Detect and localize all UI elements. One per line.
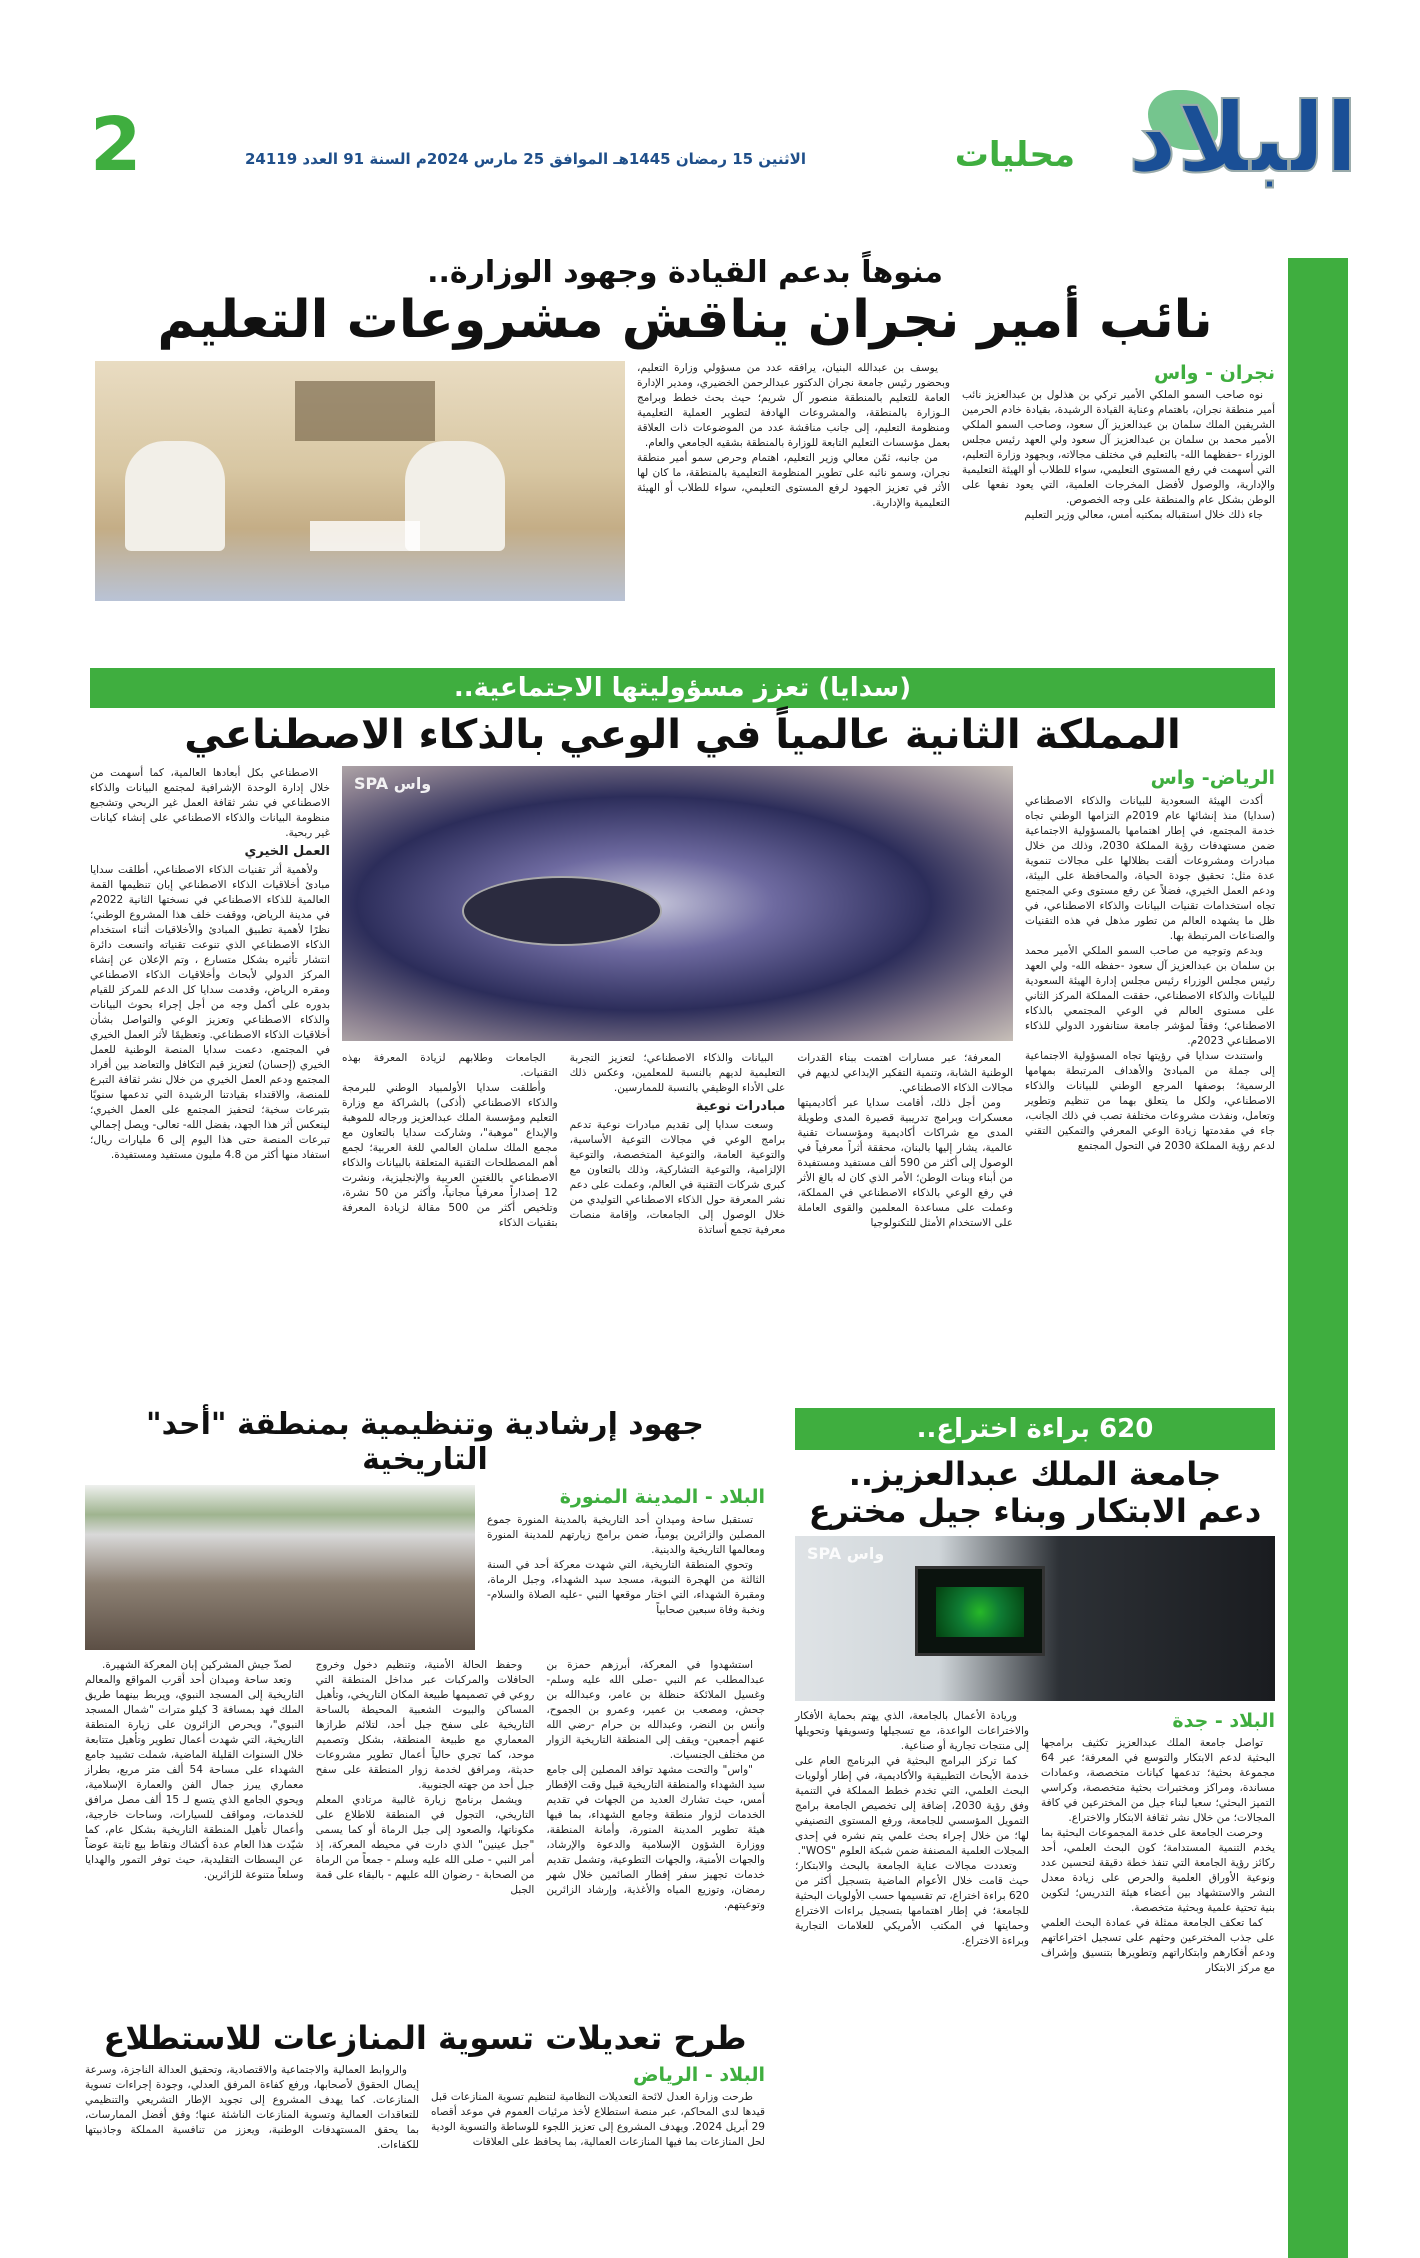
paragraph: الاصطناعي بكل أبعادها العالمية، كما أسهمت من خلال إدارة الوحدة الإشرافية لمجتمع البيانات والذكاء الاصطناعي في نشر ثقافة العمل غير الربحي وتشجيع منظومة البيانات والذكاء الاصطناعي على إنشاء كيانات غير ربحية. [90, 767, 330, 839]
paragraph: ولأهمية أثر تقنيات الذكاء الاصطناعي، أطلقت سدايا مبادئ أخلاقيات الذكاء الاصطناعي إبان تنظيمها القمة العالمية للذكاء الاصطناعي في نسختها الثانية 2022م في مدينة الرياض، ووقفت خلف هذا المشروع الوطني؛ نظرًا لأهمية تطبيق المبادئ والأخلاقيات أثناء استخدام الذكاء الاصطناعي الذي تنوعت تقنياته واتسعت دائرة انتشار تأثيره بشكل متسارع ، وتم الإعلان عن إنشاء المركز الدولي لأبحاث وأخلاقيات الذكاء الاصطناعي ومقره الرياض، وقدمت سدايا كل الدعم للمركز للقيام بدوره على أكمل وجه من أجل إجراء بحوث البيانات والذكاء الاصطناعي وتعزيز الوعي والتواصل بشأن أخلاقيات الذكاء الاصطناعي. وتعظيمًا لأثر العمل الخيري في المجتمع، دعمت سدايا المنصة الوطنية للعمل الخيري (إحسان) لتعزيز قيم التكافل والتعاضد بين أفراد المجتمع ودعم العمل الخيري من خلال نشر ثقافة التبرع للمنصة، والاقتداء بقيادتنا الرشيدة التي تدعمها سنويًا بتبرعات سخية؛ لتحفيز المجتمع على العمل الخيري؛ لينعكس أثر هذا الجهد، بفضل الله- تعالى- ويصل إجمالي تبرعات المنصة حتى هذا اليوم إلى 6 مليارات ريال؛ استفاد منها أكثر من 4.8 مليون مستفيد ومستفيدة. [90, 864, 330, 1161]
article4-column-1 [1041, 1709, 1275, 1977]
paragraph: كما تركز البرامج البحثية في البرنامج العام على خدمة الأبحاث التطبيقية والأكاديمية، في إطار أولويات البحث العلمي، التي تخدم خطط المملكة في التنمية وفق رؤية 2030، إضافة إلى تخصيص الجامعة برامج التمويل المؤسسي للجامعة، ورفع المستوى التصنيفي لها؛ من خلال إجراء بحث علمي يتم نشره في إحدى المجلات العلمية المصنفة ضمن شبكة العلوم "WOS". [795, 1754, 1029, 1857]
article2-column-b [570, 1051, 786, 1238]
paragraph: طرحت وزارة العدل لائحة التعديلات النظامية لتنظيم تسوية المنازعات قبل قيدها لدى المحاكم، عبر منصة استطلاع لأخذ مرئيات العموم في موعد أقصاه 29 أبريل 2024. ويهدف المشروع إلى تعزيز اللجوء للوساطة والتسوية الودية لحل المنازعات بما فيها المنازعات العمالية، بما يحافظ على العلاقات [431, 2091, 765, 2149]
article2-column-right [1025, 766, 1275, 1154]
article5-column-2 [85, 2063, 419, 2153]
article1-byline: نجران - واس [1153, 361, 1275, 384]
date-line: الاثنين 15 رمضان 1445هـ الموافق 25 مارس 2024م السنة 91 العدد 24119 [245, 150, 806, 168]
paragraph: تستقبل ساحة وميدان أحد التاريخية بالمدينة المنورة جموع المصلين والزائرين يومياً، ضمن برامج زيارتهم للمدينة المنورة ومعالمها التاريخية والدينية. [487, 1513, 765, 1556]
paragraph: كما تعكف الجامعة ممثلة في عمادة البحث العلمي على جذب المخترعين وحثهم على تسجيل اختراعاتهم ودعم أفكارهم وابتكاراتهم وتطويرها بتنسيق وإشراف مع مركز الابتكار [1041, 1917, 1275, 1975]
article1-column-1 [962, 361, 1275, 524]
paragraph: جاء ذلك خلال استقباله بمكتبه أمس، معالي وزير التعليم [1024, 509, 1263, 522]
paragraph: نوه صاحب السمو الملكي الأمير تركي بن هذلول بن عبدالعزيز نائب أمير منطقة نجران، باهتمام وعناية القيادة الرشيدة، بقيادة خادم الحرمين الشريفين الملك سلمان بن عبدالعزيز آل سعود، وصاحب السمو الملكي الأمير محمد بن سلمان بن عبدالعزيز آل سعود ولي العهد رئيس مجلس الوزراء -حفظهما الله- بالتعليم في مختلف مجالاته، وبجهود وزارة التعليم، التي أسهمت في رفع المستوى التعليمي، سواء للطلاب أو الهيئة التعليمية والإدارية، والوصول لأفضل المخرجات العلمية، التي يعود نفعها على الوطن بشكل عام والمنطقة على وجه الخصوص. [962, 389, 1275, 507]
paragraph: استشهدوا في المعركة، أبرزهم حمزة بن عبدالمطلب عم النبي -صلى الله عليه وسلم- وغسيل الملائكة حنظلة بن عامر، وعبدالله بن جحش، ومصعب بن عمير، وعمرو بن الجموح، وأنس بن النضر، وعبدالله بن حرام -رضي الله عنهم أجمعين- ويقف إلى المنطقة التاريخية الزوار من مختلف الجنسيات. [546, 1659, 765, 1761]
paragraph: وتعددت مجالات عناية الجامعة بالبحث والابتكار؛ حيث قامت خلال الأعوام الماضية بتسجيل أكثر من 620 براءة اختراع، تم تقسيمها حسب الأولويات البحثية للجامعة؛ في إطار اهتمامها بتسجيل براءات الاختراع وحمايتها في المكتب الأمريكي للعلامات التجارية وبراءة الاختراع. [794, 1859, 1029, 1947]
article3 [85, 1408, 765, 2013]
paragraph: أكدت الهيئة السعودية للبيانات والذكاء الاصطناعي (سدايا) منذ إنشائها عام 2019م التزامها الوطني تجاه خدمة المجتمع، في إطار اهتمامها بالمسؤولية الاجتماعية ضمن مستهدفات رؤية المملكة 2030، وذلك من خلال مبادرات ومشروعات ألقت بظلالها على مجالات تنموية عدة مثل: تحقيق جودة الحياة، والمحافظة على البيئة، ودعم العمل الخيري، فضلاً عن رفع مستوى وعي المجتمع تجاه استخدامات تقنيات البيانات والذكاء الاصطناعي، في ظل ما يشهده العالم من تطور مذهل في هذه التقنيات والصناعات المرتبطة بها. [1025, 794, 1275, 942]
headline-line: دعم الابتكار وبناء جيل مخترع [808, 1491, 1262, 1530]
article4-kicker-band: 620 براءة اختراع.. [795, 1408, 1275, 1450]
article2-headline: المملكة الثانية عالمياً في الوعي بالذكاء الاصطناعي [184, 712, 1181, 758]
paragraph: والروابط العمالية والاجتماعية والاقتصادية، وتحقيق العدالة الناجزة، وسرعة إيصال الحقوق لأصحابها، ورفع كفاءة المرفق العدلي، وجودة إجراءات تسوية المنازعات. كما يهدف المشروع إلى تجويد الإطار التشريعي والتنظيمي للتعاقدات العمالية وتسوية المنازعات الناشئة عنها؛ وفق أفضل الممارسات، بما يحقق المستهدفات الوطنية، ويعزز من تنافسية المملكة وجاذبيتها للكفاءات. [85, 2063, 419, 2151]
article1 [95, 255, 1275, 660]
paragraph: وبدعم وتوجيه من صاحب السمو الملكي الأمير محمد بن سلمان بن عبدالعزيز آل سعود -حفظه الله- ولي العهد رئيس مجلس الوزراء رئيس مجلس إدارة الهيئة السعودية للبيانات والذكاء الاصطناعي، حققت المملكة المركز الثاني على مستوى العالم في الوعي المجتمعي بالذكاء الاصطناعي؛ وفقاً لمؤشر جامعة ستانفورد الدولي للذكاء الاصطناعي 2023م. [1025, 944, 1275, 1047]
article4-photo-researcher [795, 1536, 1275, 1701]
article3-byline: البلاد - المدينة المنورة [559, 1486, 765, 1508]
logo-text: البلاد [1127, 82, 1358, 194]
article4-column-2 [795, 1709, 1029, 1949]
article3-intro [487, 1485, 765, 1618]
article2-byline: الرياض- واس [1150, 767, 1275, 789]
paragraph: وتحوي المنطقة التاريخية، التي شهدت معركة أحد في السنة الثالثة من الهجرة النبوية، مسجد سيد الشهداء، وجبل الرماة، ومقبرة الشهداء، التي اختار موقعها النبي -عليه الصلاة والسلام- ونخبة وفاة سبعين صحابياً [487, 1558, 765, 1616]
paragraph: وأطلقت سدايا الأولمبياد الوطني للبرمجة والذكاء الاصطناعي (أذكى) بالشراكة مع وزارة التعليم ومؤسسة الملك عبدالعزيز ورجاله للموهبة والإبداع "موهبة"، وشاركت سدايا بالتعاون مع مجمع الملك سلمان العالمي للغة العربية؛ لجمع أهم المصطلحات التقنية المتعلقة بالبيانات والذكاء الاصطناعي باللغتين العربية والإنجليزية، ونشرت 12 إصداراً معرفياً مجانياً، وأكثر من 50 نشرة، وتلخيص أكثر من 500 مقالة لزيادة المعرفة بتقنيات الذكاء [341, 1082, 558, 1229]
article2 [90, 668, 1275, 1403]
article1-column-2 [637, 361, 950, 511]
subheading: العمل الخيري [244, 844, 330, 859]
article3-headline: جهود إرشادية وتنظيمية بمنطقة "أحد" التاريخية [146, 1407, 704, 1477]
article3-column-2 [316, 1658, 535, 1898]
paragraph: الجامعات وطلابهم لزيادة المعرفة بهذه التقنيات. [341, 1052, 558, 1079]
paragraph: "واس" والتحت مشهد توافد المصلين إلى جامع سيد الشهداء والمنطقة التاريخية قبيل وقت الإفطار أمس، حيث تشارك العديد من الجهات في تقديم الخدمات لزوار منطقة وجامع الشهداء، بما فيها هيئة تطوير المدينة المنورة، وأمانة المنطقة، ووزارة الشؤون الإسلامية والدعوة والإرشاد، والجهات الأمنية، والجهات التطوعية، وتشمل تقديم خدمات تجهيز سفر إفطار الصائمين خلال شهر رمضان، وتوزيع المياه والأغذية، وإرشاد الزائرين وتوعيتهم. [546, 1764, 765, 1911]
article1-photo [95, 361, 625, 601]
article3-photo-crowd [85, 1485, 475, 1650]
article2-column-c [342, 1051, 558, 1231]
article4-byline: البلاد - جدة [1172, 1709, 1275, 1732]
article2-column-left [90, 766, 330, 1163]
article3-column-3 [85, 1658, 304, 1883]
article1-headline: نائب أمير نجران يناقش مشروعات التعليم [157, 290, 1213, 350]
section-title: محليات [954, 135, 1075, 175]
headline-line: جامعة الملك عبدالعزيز.. [848, 1455, 1222, 1493]
paragraph: لصدّ جيش المشركين إبان المعركة الشهيرة. [102, 1659, 292, 1671]
paragraph: وحفظ الحالة الأمنية، وتنظيم دخول وخروج الحافلات والمركبات عبر مداخل المنطقة التي روعي في تصميمها طبيعة المكان التاريخي، وتأهيل المساكن والبيوت الشعبية المحيطة بالساحة التاريخية على سفح جبل أحد، لتلائم طرازها المعماري مع طبيعة المنطقة، بشكل وتصميم موحد، كما تجري حالياً أعمال تطوير مشروعات حديثة، ومرافق لخدمة زوار المنطقة على سفح جبل أحد من جهته الجنوبية. [315, 1659, 535, 1791]
page-number: 2 [90, 102, 142, 188]
paragraph: يوسف بن عبدالله البنيان، يرافقه عدد من مسؤولي وزارة التعليم، وبحضور رئيس جامعة نجران الدكتور عبدالرحمن الخضيري، ومدير الإدارة العامة للتعليم بالمنطقة منصور آل شريم؛ حيث بحث خطط وبرامج الـوزارة بالمنطقة، والمشروعات الهادفة لتطوير العملية التعليمية ومنظومة التعليم، إلى جانب مناقشة عدد من الموضوعات ذات العلاقة بعمل مؤسسات التعليم التابعة للوزارة بالمنطقة بشقيه الجامعي والعام. [637, 361, 950, 449]
article2-column-a [797, 1051, 1013, 1231]
paragraph: ومن أجل ذلك، أقامت سدايا عبر أكاديميتها معسكرات وبرامج تدريبية قصيرة المدى وطويلة المدى مع شراكات أكاديمية ومؤسسات تقنية عالمية، يشار إليها بالبنان، محققة أثراً معرفياً في الوصول إلى أكثر من 590 ألف مستفيد ومستفيدة من أبناء وبنات الوطن؛ الأمر الذي كان له بالغ الأثر في رفع الوعي بالذكاء الاصطناعي في المملكة، وعملت على مساعدة المعلمين والقوى العاملة على الاستخدام الأمثل للتكنولوجيا [797, 1097, 1013, 1229]
spa-watermark: واس SPA [807, 1543, 885, 1563]
green-side-bar [1288, 258, 1348, 2258]
article3-column-1 [546, 1658, 765, 1913]
article2-kicker-band: (سدايا) تعزز مسؤوليتها الاجتماعية.. [90, 668, 1275, 708]
article4 [795, 1408, 1275, 2243]
paragraph: وتعد ساحة وميدان أحد أقرب المواقع والمعالم التاريخية إلى المسجد النبوي، ويربط بينهما طريق الملك فهد بمسافة 3 كيلو مترات "شمال المسجد النبوي"، ويحرص الزائرون على زيارة المنطقة التاريخية، التي شهدت أعمال تطوير وتأهيل متتابعة خلال السنوات القليلة الماضية، شملت تشييد جامع الشهداء على مساحة 54 ألف متر مربع، بطراز معماري يبرز جمال الفن والعمارة الإسلامية، ويحوي الجامع الذي يتسع لـ 15 ألف مصل مرافق للخدمات، ومواقف للسيارات، وساحات خارجية، وأعمال تأهيل المنطقة التاريخية بشكل عام، كما شيّدت هذا العام عدة أكشاك ونقاط بيع ثابتة عوضاً عن البسطات التقليدية، حيث توفر التمور والهدايا وسلعاً متنوعة للزائرين. [84, 1674, 304, 1881]
article4-headline [795, 1456, 1275, 1530]
paragraph: المعرفة؛ عبر مسارات اهتمت ببناء القدرات الوطنية الشابة، وتنمية التفكير الإبداعي لديهم في مجالات الذكاء الاصطناعي. [797, 1052, 1013, 1094]
article5-column-1 [431, 2063, 765, 2151]
subheading: مبادرات نوعية [695, 1099, 786, 1114]
article5-headline: طرح تعديلات تسوية المنازعات للاستطلاع [103, 2019, 747, 2057]
spa-watermark: واس SPA [354, 774, 432, 793]
paragraph: تواصل جامعة الملك عبدالعزيز تكثيف برامجها البحثية لدعم الابتكار والتوسع في المعرفة؛ عبر 64 مجموعة بحثية؛ تدعمها كيانات متخصصة، وعمادات مساندة، ومراكز ومختبرات بحثية متخصصة، وكراسي التميز البحثي؛ سعيا لبناء جيل من المخترعين في كافة المجالات؛ من خلال نشر ثقافة الابتكار والاختراع. [1041, 1737, 1275, 1825]
newspaper-logo [1088, 82, 1358, 210]
paragraph: البيانات والذكاء الاصطناعي؛ لتعزيز التجربة التعليمية لديهم بالنسبة للمعلمين، وعكس ذلك على الأداء الوظيفي بالنسبة للممارسين. [569, 1052, 786, 1094]
article5 [85, 2020, 765, 2248]
paragraph: من جانبه، ثمّن معالي وزير التعليم، اهتمام وحرص سمو أمير منطقة نجران، وسمو نائبه على تطوير المنظومة التعليمية بالمنطقة، ما كان لها الأثر في تعزيز الجهود لرفع المستوى التعليمي، سواء للطلاب أو الهيئة التعليمية والإدارية. [637, 451, 950, 509]
article2-photo-conference-hall [342, 766, 1013, 1041]
paragraph: وسعت سدايا إلى تقديم مبادرات نوعية تدعم برامج الوعي في مجالات التوعية الأساسية، والتوعية العامة، والتوعية المتخصصة، والتوعية الإلزامية، والتوعية التشاركية، وذلك بالتعاون مع كبرى شركات التقنية في العالم، وعملت على دعم نشر المعرفة حول الذكاء الاصطناعي التوليدي من خلال الوصول إلى الجامعات، وإقامة منصات معرفية تجمع أساتذة [569, 1119, 786, 1236]
paragraph: وحرصت الجامعة على خدمة المجموعات البحثية بما يخدم التنمية المستدامة؛ كون البحث العلمي، أحد ركائز رؤية الجامعة التي تنفذ خطة دقيقة لتحسين عدد ونوعية الأوراق العلمية والحرص على زيادة معدل النشر والاستشهاد بين أعضاء هيئة التدريس؛ لتكوين بنية تحتية علمية وبحثية متخصصة. [1041, 1827, 1275, 1915]
article5-byline: البلاد - الرياض [633, 2063, 765, 2086]
article1-kicker: منوهاً بدعم القيادة وجهود الوزارة.. [427, 255, 943, 290]
paragraph: ويشمل برنامج زيارة غالبية مرتادي المعلم التاريخي، التجول في المنطقة للاطلاع على مكوناتها، والصعود إلى جبل الرماة أو كما يسمى "جبل عينين" الذي دارت في محيطه المعركة، إذ أمر النبي - صلى الله عليه وسلم - جمعاً من الرماة من الصحابة - رضوان الله عليهم - بالبقاء على قمة الجبل [315, 1794, 535, 1896]
paragraph: واستندت سدايا في رؤيتها تجاه المسؤولية الاجتماعية إلى جملة من المبادئ والأهداف المرتبطة بمهامها الرسمية؛ بوصفها المرجع الوطني للبيانات والذكاء الاصطناعي، ولكل ما يتعلق بهما من تنظيم وتطوير وتعامل، ونفذت مشروعات مختلفة تصب في ذلك الجانب، جاء في مقدمتها زيادة الوعي المعرفي والتمكين التقني لدعم رؤية المملكة 2030 في التحول المجتمع [1025, 1049, 1275, 1152]
article2-middle [342, 766, 1013, 1238]
paragraph: وريادة الأعمال بالجامعة، الذي يهتم بحماية الأفكار والاختراعات الواعدة، مع تسجيلها وتسويقها وتحويلها إلى منتجات تجارية أو صناعية. [795, 1709, 1029, 1752]
